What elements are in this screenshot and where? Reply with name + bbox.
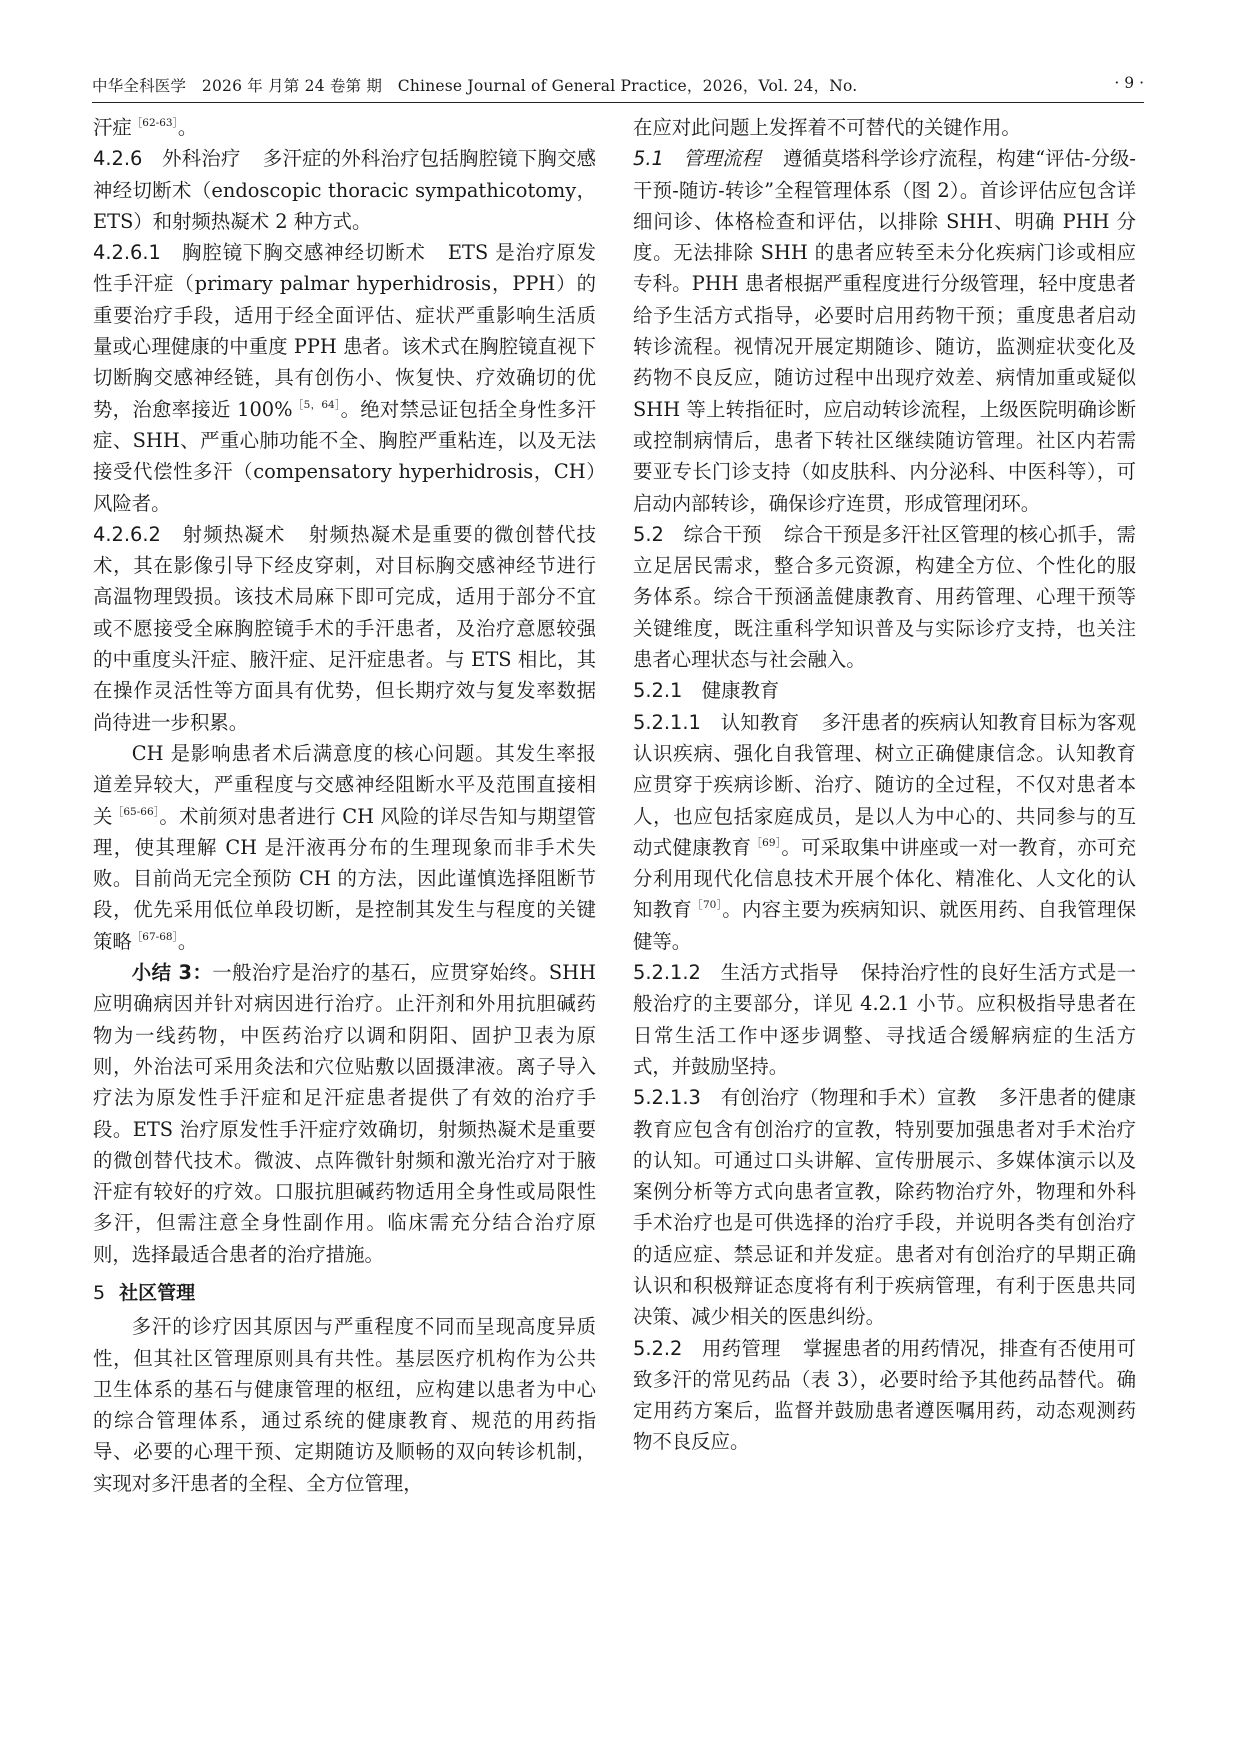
section-5-heading: 5 社区管理	[93, 1281, 196, 1304]
section-5-2: 5.2 综合干预 综合干预是多汗社区管理的核心抓手，需立足居民需求，整合多元资源，构建全方位、个性化的服务体系。综合干预涵盖健康教育、用药管理、心理干预等关键维度，既注重科学知识普及与实际诊疗支持，也关注患者心理状态与社会融入。	[633, 522, 1137, 672]
left-column	[93, 112, 596, 1499]
paragraph: 汗症$^{[62-63]}$。	[93, 116, 198, 139]
subsection-heading: 5.2 综合干预	[633, 522, 762, 546]
paragraph: 在应对此问题上发挥着不可替代的关键作用。	[633, 116, 1021, 139]
summary-3: 小结 3：一般治疗是治疗的基石，应贯穿始终。SHH 应明确病因并针对病因进行治疗。止汗剂和外用抗胆碱药物为一线药物，中医药治疗以调和阴阳、固护卫表为原则，外治法可采用灸法和穴位贴敷以固摄津液。离子导入疗法为原发性手汗症和足汗症患者提供了有效的治疗手段。ETS 治疗原发性手汗症疗效确切，射频热凝术是重要的微创替代技术。微波、点阵微针射频和激光治疗对于腋汗症有较好的疗效。口服抗胆碱药物适用全身性或局限性多汗，但需注意全身性副作用。临床需充分结合治疗原则，选择最适合患者的治疗措施。	[93, 961, 596, 1266]
subsection-heading: 4.2.6.2 射频热凝术	[93, 522, 286, 546]
subsection-heading: 4.2.6 外科治疗	[93, 147, 241, 171]
citation-ref: ［69］	[751, 836, 782, 849]
subsection-heading: 5.2.1.3 有创治疗（物理和手术）宣教	[633, 1086, 977, 1110]
running-header	[92, 62, 1144, 103]
subsection-heading: 5.2.1.1 认知教育	[633, 710, 800, 734]
citation-ref: ［5，64］	[292, 398, 341, 411]
subsection-heading: 5.2.2 用药管理	[633, 1336, 781, 1360]
section-5-2-1	[633, 675, 1136, 706]
citation-ref: ［65-66］	[112, 805, 160, 818]
paragraph-ch: CH 是影响患者术后满意度的核心问题。其发生率报道差异较大，严重程度与交感神经阻断水平及范围直接相关$^{[65-66]}$。术前须对患者进行 CH 风险的详尽告知与期望管理，使其理解 CH 是汗液再分布的生理现象而非手术失败。目前尚无完全预防 CH 的方法，因此谨慎选择阻断节段，优先采用低位单段切断，是控制其发生与程度的关键策略$^{[67-68]}$。	[93, 741, 596, 953]
subsection-heading: 5.1 管理流程	[633, 147, 761, 171]
section-4-2-6: 4.2.6 外科治疗 多汗症的外科治疗包括胸腔镜下胸交感神经切断术（endoscopic thoracic sympathicotomy，ETS）和射频热凝术 2 种方式。	[93, 147, 597, 233]
citation-ref: ［67-68］	[131, 930, 178, 943]
section-5-1: 5.1 管理流程 遵循莫塔科学诊疗流程，构建“评估-分级-干预-随访-转诊”全程管理体系（图 2）。首诊评估应包含详细问诊、体格检查和评估，以排除 SHH、明确 PHH 分度。无法排除 SHH 的患者应转至未分化疾病门诊或相应专科。PHH 患者根据严重程度进行分级管理，轻中度患者给予生活方式指导，必要时启用药物干预；重度患者启动转诊流程。视情况开展定期随诊、随访，监测症状变化及药物不良反应，随访过程中出现疗效差、病情加重或疑似 SHH 等上转指征时，应启动转诊流程，上级医院明确诊断或控制病情后，患者下转社区继续随访管理。社区内若需要亚专长门诊支持（如皮肤科、内分泌科、中医科等），可启动内部转诊，确保诊疗连贯，形成管理闭环。	[633, 147, 1136, 515]
section-5-2-1-2: 5.2.1.2 生活方式指导 保持治疗性的良好生活方式是一般治疗的主要部分，详见 4.2.1 小节。应积极指导患者在日常生活工作中逐步调整、寻找适合缓解病症的生活方式，并鼓励坚持。	[633, 961, 1137, 1078]
summary-heading: 小结 3：	[131, 961, 213, 985]
section-5-2-1-3: 5.2.1.3 有创治疗（物理和手术）宣教 多汗患者的健康教育应包含有创治疗的宣教，特别要加强患者对手术治疗的认知。可通过口头讲解、宣传册展示、多媒体演示以及案例分析等方式向患者宣教，除药物治疗外，物理和外科手术治疗也是可供选择的治疗手段，并说明各类有创治疗的适应症、禁忌证和并发症。患者对有创治疗的早期正确认识和积极辩证态度将有利于疾病管理，有利于医患共同决策、减少相关的医患纠纷。	[633, 1086, 1137, 1329]
journal-citation: 中华全科医学 2026 年 月第 24 卷第 期 Chinese Journal of General Practice，2026，Vol. 24，No.	[92, 77, 858, 95]
section-5-2-1-1: 5.2.1.1 认知教育 多汗患者的疾病认知教育目标为客观认识疾病、强化自我管理、树立正确健康信念。认知教育应贯穿于疾病诊断、治疗、随访的全过程，不仅对患者本人，也应包括家庭成员，是以人为中心的、共同参与的互动式健康教育$^{[69]}$。可采取集中讲座或一对一教育，亦可充分利用现代化信息技术开展个体化、精准化、人文化的认知教育$^{[70]}$。内容主要为疾病知识、就医用药、自我管理保健等。	[633, 710, 1137, 953]
page-number: · 9 ·	[1114, 74, 1144, 92]
section-4-2-6-1: 4.2.6.1 胸腔镜下胸交感神经切断术 ETS 是治疗原发性手汗症（primary palmar hyperhidrosis，PPH）的重要治疗手段，适用于经全面评估、症状严重影响生活质量或心理健康的中重度 PPH 患者。该术式在胸腔镜直视下切断胸交感神经链，具有创伤小、恢复快、疗效确切的优势，治愈率接近 100%$^{[5,64]}$。绝对禁忌证包括全身性多汗症、SHH、严重心肺功能不全、胸腔严重粘连，以及无法接受代偿性多汗（compensatory hyperhidrosis，CH）风险者。	[93, 241, 597, 515]
paragraph-community: 多汗的诊疗因其原因与严重程度不同而呈现高度异质性，但其社区管理原则具有共性。基层医疗机构作为公共卫生体系的基石与健康管理的枢纽，应构建以患者为中心的综合管理体系，通过系统的健康教育、规范的用药指导、必要的心理干预、定期随访及顺畅的双向转诊机制，实现对多汗患者的全程、全方位管理，	[93, 1315, 596, 1495]
subsection-heading: 5.2.1.2 生活方式指导	[633, 961, 839, 985]
section-5-2-2: 5.2.2 用药管理 掌握患者的用药情况，排查有否使用可致多汗的常见药品（表 3），必要时给予其他药品替代。确定用药方案后，监督并鼓励患者遵医嘱用药，动态观测药物不良反应。	[633, 1336, 1137, 1454]
right-column	[633, 112, 1136, 1458]
subsection-heading: 4.2.6.1 胸腔镜下胸交感神经切断术	[93, 241, 426, 265]
subsection-heading: 5.2.1 健康教育	[633, 679, 780, 703]
citation-ref: ［62-63］	[131, 117, 178, 129]
section-4-2-6-2: 4.2.6.2 射频热凝术 射频热凝术是重要的微创替代技术，其在影像引导下经皮穿刺，对目标胸交感神经节进行高温物理毁损。该技术局麻下即可完成，适用于部分不宜或不愿接受全麻胸腔镜手术的手汗患者，及治疗意愿较强的中重度头汗症、腋汗症、足汗症患者。与 ETS 相比，其在操作灵活性等方面具有优势，但长期疗效与复发率数据尚待进一步积累。	[93, 522, 597, 734]
citation-ref: ［70］	[692, 899, 723, 912]
